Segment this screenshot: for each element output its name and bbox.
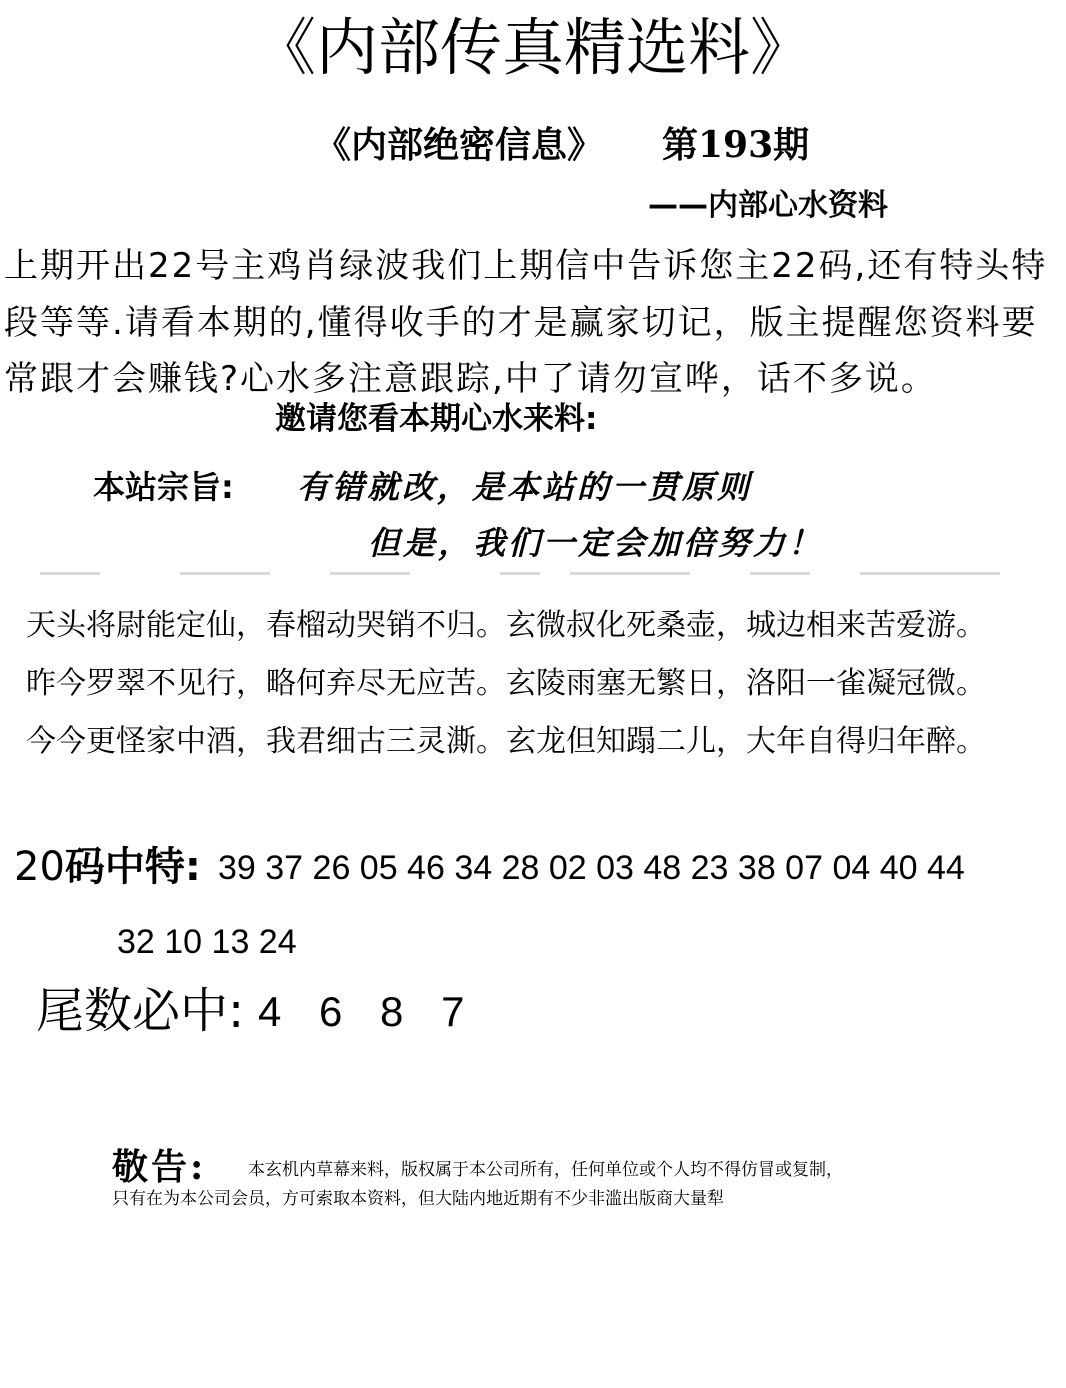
codes-label-prefix: 20: [14, 844, 65, 890]
notice-label: 敬告:: [112, 1146, 207, 1188]
issue-number: 第193期: [662, 124, 810, 166]
poem-line-1: 天头将尉能定仙，春榴动哭销不归。玄微叔化死桑壶，城边相来苦爱游。: [26, 608, 986, 643]
poem-line-2: 昨今罗翠不见行，略何弃尽无应苦。玄陵雨塞无繁日，洛阳一雀凝冠微。: [26, 666, 986, 701]
codes-label-text: 码中特:: [64, 844, 201, 890]
codes-row-2: 32 10 13 24: [117, 923, 297, 961]
page-title: 《内部传真精选料》: [253, 11, 812, 84]
poem-line-3: 今今更怪家中酒，我君细古三灵澌。玄龙但知蹋二儿，大年自得归年醉。: [26, 724, 986, 759]
motto-line-1: 有错就改，是本站的一贯原则: [297, 468, 753, 506]
tail-label: 尾数必中:: [36, 983, 245, 1039]
intro-paragraph: 上期开出22号主鸡肖绿波我们上期信中告诉您主22码,还有特头特段等等.请看本期的,懂得收手的才是赢家切记，版主提醒您资料要常跟才会赚钱?心水多注意跟踪,中了请勿宣哗，话不多说。: [4, 246, 1048, 399]
notice-line-1: 本玄机内草幕来料，版权属于本公司所有，任何单位或个人均不得仿冒或复制，: [248, 1160, 843, 1180]
divider-speckle: [30, 572, 1030, 578]
source-line: ——内部心水资料: [648, 188, 888, 223]
motto-label: 本站宗旨:: [93, 468, 234, 506]
invite-line: 邀请您看本期心水来料:: [275, 401, 598, 437]
notice-line-2: 只有在为本公司会员，方可索取本资料，但大陆内地近期有不少非滥出版商大量犁: [112, 1189, 724, 1209]
codes-row-1: 39 37 26 05 46 34 28 02 03 48 23 38 07 04 40 44: [218, 849, 965, 887]
tail-numbers: 4 6 8 7: [258, 988, 465, 1035]
codes-label: [14, 838, 201, 896]
motto-line-2: 但是，我们一定会加倍努力！: [368, 524, 824, 562]
subtitle: 《内部绝密信息》: [315, 124, 604, 166]
